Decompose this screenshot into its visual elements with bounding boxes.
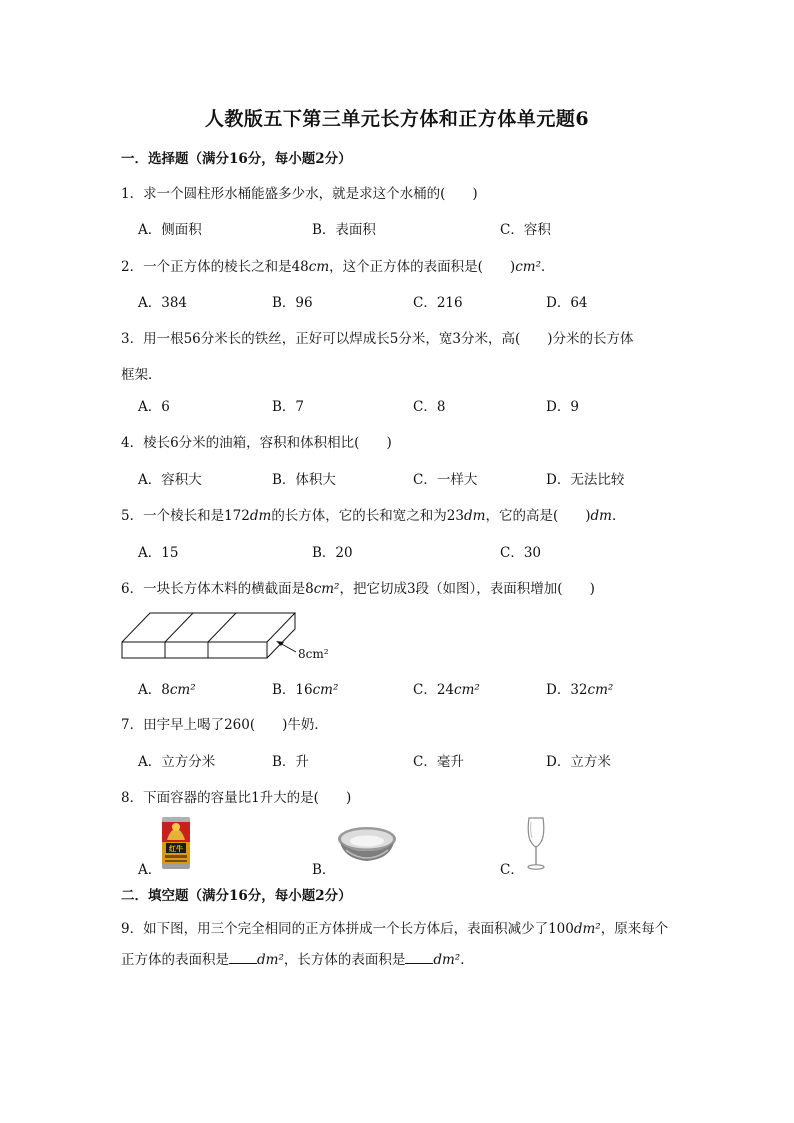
q2-option-a: A．384 [138, 295, 188, 311]
q5-option-b: B．20 [312, 545, 353, 561]
question-1-stem: 1．求一个圆柱形水桶能盛多少水，就是求这个水桶的( ) [121, 186, 478, 202]
page-title: 人教版五下第三单元长方体和正方体单元题6 [204, 108, 590, 130]
wood-block-figure [118, 610, 348, 670]
answer-blank-2[interactable] [405, 951, 433, 964]
q3-option-a: A．6 [138, 399, 170, 415]
energy-drink-can-image [160, 814, 192, 872]
question-2-stem: 2．一个正方体的棱长之和是48cm，这个正方体的表面积是( )cm²． [121, 259, 555, 275]
question-9-stem: 9．如下图，用三个完全相同的正方体拼成一个长方体后，表面积减少了100dm²，原来每个 [121, 921, 669, 937]
answer-blank-1[interactable] [229, 951, 257, 964]
q7-option-c: C．毫升 [413, 754, 464, 770]
q6-option-b: B．16cm² [272, 682, 339, 698]
question-3-stem: 3．用一根56分米长的铁丝，正好可以焊成长5分米，宽3分米，高( )分米的长方体 [121, 331, 634, 347]
question-6-stem: 6．一块长方体木料的横截面是8cm²，把它切成3段（如图），表面积增加( ) [121, 581, 595, 597]
question-3-stem-cont: 框架． [121, 367, 162, 383]
q8-option-b: B． [312, 862, 336, 878]
question-8-stem: 8．下面容器的容量比1升大的是( ) [121, 790, 352, 806]
q1-option-a: A．侧面积 [138, 222, 202, 238]
q4-option-c: C．一样大 [413, 472, 478, 488]
q5-option-c: C．30 [500, 545, 542, 561]
q3-option-b: B．7 [272, 399, 305, 415]
metal-bowl-image [336, 825, 398, 865]
q4-option-a: A．容积大 [138, 472, 202, 488]
section-heading-choice: 一．选择题（满分16分，每小题2分） [121, 151, 352, 167]
q5-option-a: A．15 [138, 545, 179, 561]
cross-section-label: 8cm² [298, 647, 329, 661]
q8-option-a: A． [138, 862, 162, 878]
q6-option-d: D．32cm² [546, 682, 614, 698]
q7-option-a: A．立方分米 [138, 754, 216, 770]
section-heading-fill-blank: 二．填空题（满分16分，每小题2分） [121, 888, 352, 904]
q7-option-d: D．立方米 [546, 754, 611, 770]
q4-option-d: D．无法比较 [546, 472, 625, 488]
question-7-stem: 7．田宇早上喝了260( )牛奶． [121, 717, 328, 733]
q1-option-b: B．表面积 [312, 222, 376, 238]
q3-option-c: C．8 [413, 399, 446, 415]
q2-option-c: C．216 [413, 295, 463, 311]
q6-option-c: C．24cm² [413, 682, 480, 698]
q3-option-d: D．9 [546, 399, 579, 415]
q6-option-a: A．8cm² [138, 682, 196, 698]
question-5-stem: 5．一个棱长和是172dm的长方体，它的长和宽之和为23dm，它的高是( )dm． [121, 508, 626, 524]
q7-option-b: B．升 [272, 754, 309, 770]
q8-option-c: C． [500, 862, 524, 878]
wine-glass-image [524, 816, 548, 872]
q2-option-b: B．96 [272, 295, 313, 311]
block-front-face [122, 642, 267, 658]
question-4-stem: 4．棱长6分米的油箱，容积和体积相比( ) [121, 435, 392, 451]
q2-option-d: D．64 [546, 295, 588, 311]
q4-option-b: B．体积大 [272, 472, 336, 488]
q1-option-c: C．容积 [500, 222, 551, 238]
can-brand-text: 红牛 [169, 844, 183, 853]
question-9-stem-cont: 正方体的表面积是 dm²，长方体的表面积是 dm²． [121, 952, 474, 968]
